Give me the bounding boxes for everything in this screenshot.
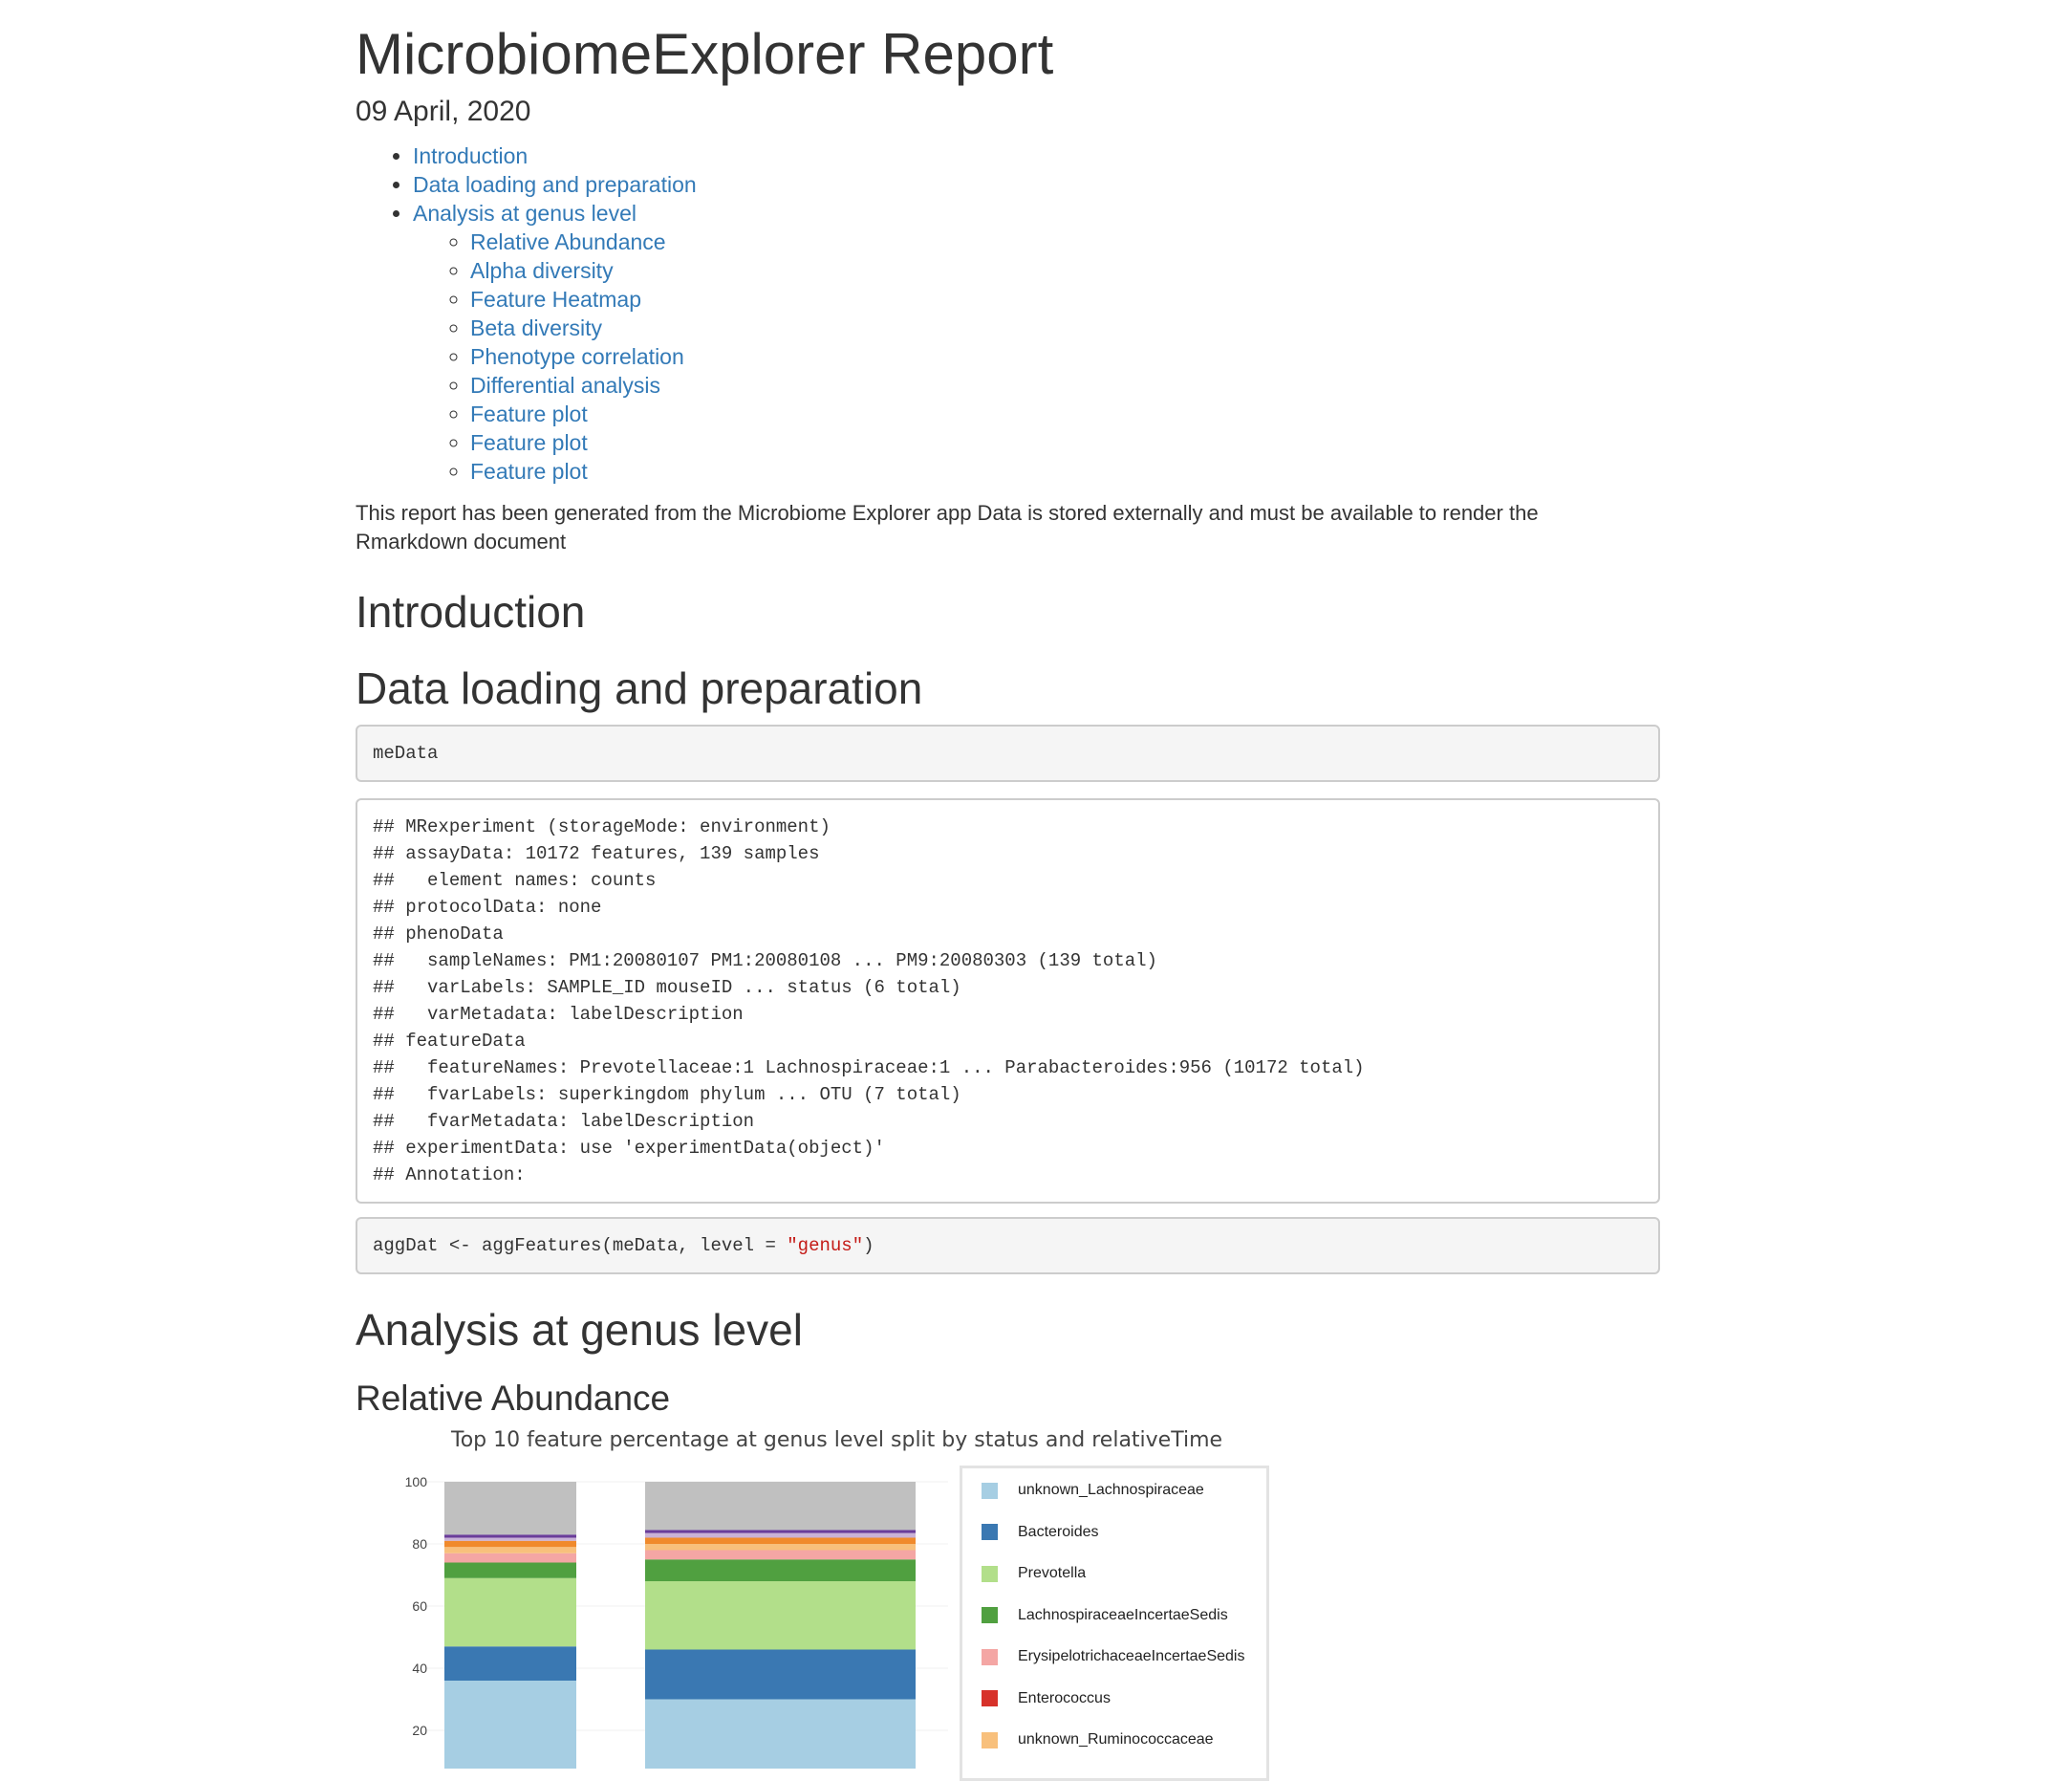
bar-segment-other1[interactable] xyxy=(444,1541,576,1548)
bar-segment-prevotella[interactable] xyxy=(645,1581,916,1650)
toc-subitem xyxy=(470,285,697,314)
toc-link-phenotype-correlation[interactable]: Phenotype correlation xyxy=(470,344,684,369)
toc-subitem xyxy=(470,371,697,400)
relative-abundance-chart[interactable] xyxy=(356,1463,948,1769)
output-line: ## fvarLabels: superkingdom phylum ... OTU (7 total) xyxy=(373,1084,961,1105)
legend-item[interactable] xyxy=(982,1648,1244,1665)
legend-item[interactable] xyxy=(982,1690,1111,1707)
bar-segment-unknown-lachnospiraceae[interactable] xyxy=(444,1681,576,1769)
legend-swatch xyxy=(982,1483,998,1499)
heading-data-loading: Data loading and preparation xyxy=(356,663,923,713)
bar-segment-unknown-ruminococcaceae[interactable] xyxy=(645,1544,916,1551)
bar-segment-other[interactable] xyxy=(645,1482,916,1530)
output-line: ## fvarMetadata: labelDescription xyxy=(373,1111,755,1132)
y-tick-label: 100 xyxy=(404,1474,427,1489)
toc-link-analysis[interactable]: Analysis at genus level xyxy=(413,201,637,226)
legend-label: unknown_Ruminococcaceae xyxy=(1018,1731,1214,1748)
y-tick-label: 80 xyxy=(412,1536,427,1552)
toc-subitem xyxy=(470,314,697,342)
toc-link-differential-analysis[interactable]: Differential analysis xyxy=(470,373,661,398)
bar-segment-bacteroides[interactable] xyxy=(444,1646,576,1681)
output-line: ## phenoData xyxy=(373,923,504,945)
output-line: ## assayData: 10172 features, 139 samples xyxy=(373,843,820,864)
legend-item[interactable] xyxy=(982,1524,1099,1541)
heading-introduction: Introduction xyxy=(356,587,586,637)
toc-link-beta-diversity[interactable]: Beta diversity xyxy=(470,315,603,340)
output-line: ## Annotation: xyxy=(373,1164,526,1185)
code-block-medata[interactable]: meData xyxy=(356,725,1660,782)
y-tick-label: 20 xyxy=(412,1723,427,1738)
legend-item[interactable] xyxy=(982,1731,1214,1748)
legend-swatch xyxy=(982,1649,998,1665)
legend-swatch xyxy=(982,1732,998,1748)
toc-item xyxy=(413,170,697,199)
output-line: ## element names: counts xyxy=(373,870,657,891)
toc-link-feature-plot-3[interactable]: Feature plot xyxy=(470,459,588,484)
toc-link-feature-plot-2[interactable]: Feature plot xyxy=(470,430,588,455)
heading-relative-abundance: Relative Abundance xyxy=(356,1379,671,1418)
output-line: ## featureData xyxy=(373,1031,526,1052)
toc-item xyxy=(413,199,697,486)
bar-segment-prevotella[interactable] xyxy=(444,1578,576,1647)
legend-item[interactable] xyxy=(982,1565,1086,1582)
toc-link-feature-plot-1[interactable]: Feature plot xyxy=(470,402,588,426)
code-text: aggDat <- aggFeatures(meData, level = xyxy=(373,1235,788,1256)
code-block-aggdat[interactable] xyxy=(356,1217,1660,1274)
table-of-contents xyxy=(356,141,697,486)
output-line: ## sampleNames: PM1:20080107 PM1:20080108 ... PM9:20080303 (139 total) xyxy=(373,950,1157,971)
bar-segment-bacteroides[interactable] xyxy=(645,1650,916,1700)
toc-item xyxy=(413,141,697,170)
legend-swatch xyxy=(982,1690,998,1706)
legend-item[interactable] xyxy=(982,1607,1228,1624)
y-tick-label: 40 xyxy=(412,1661,427,1676)
toc-subitem xyxy=(470,400,697,428)
bar-segment-erysipelotrichaceaeincertaesedis[interactable] xyxy=(645,1551,916,1560)
report-title: MicrobiomeExplorer Report xyxy=(356,22,1054,86)
bar-segment-other[interactable] xyxy=(444,1482,576,1534)
legend-swatch xyxy=(982,1524,998,1540)
legend-label: Prevotella xyxy=(1018,1565,1087,1581)
intro-paragraph: This report has been generated from the Microbiome Explorer app Data is stored externally and must be available to render the Rmarkdown document xyxy=(356,501,1539,554)
code-text: ) xyxy=(863,1235,874,1256)
toc-sublist xyxy=(413,228,697,486)
output-line: ## featureNames: Prevotellaceae:1 Lachnospiraceae:1 ... Parabacteroides:956 (10172 total) xyxy=(373,1057,1365,1078)
toc-link-feature-heatmap[interactable]: Feature Heatmap xyxy=(470,287,641,312)
toc-subitem xyxy=(470,428,697,457)
toc-subitem xyxy=(470,457,697,486)
legend-label: LachnospiraceaeIncertaeSedis xyxy=(1018,1606,1228,1623)
bar-segment-other3[interactable] xyxy=(645,1530,916,1532)
code-string: "genus" xyxy=(787,1235,864,1256)
bar-segment-other3[interactable] xyxy=(444,1534,576,1537)
legend-label: Enterococcus xyxy=(1018,1689,1111,1706)
chart-legend[interactable] xyxy=(960,1466,1269,1781)
legend-swatch xyxy=(982,1566,998,1582)
bar-segment-unknown-ruminococcaceae[interactable] xyxy=(444,1547,576,1553)
toc-link-introduction[interactable]: Introduction xyxy=(413,143,529,168)
chart-title: Top 10 feature percentage at genus level split by status and relativeTime xyxy=(451,1428,1223,1452)
legend-label: Bacteroides xyxy=(1018,1523,1099,1540)
toc-link-alpha-diversity[interactable]: Alpha diversity xyxy=(470,258,614,283)
output-line: ## experimentData: use 'experimentData(object)' xyxy=(373,1138,885,1159)
bar-segment-other1[interactable] xyxy=(645,1538,916,1545)
output-block[interactable] xyxy=(356,798,1660,1204)
output-line: ## varMetadata: labelDescription xyxy=(373,1004,744,1025)
output-line: ## MRexperiment (storageMode: environment) xyxy=(373,816,831,837)
bar-segment-other2[interactable] xyxy=(645,1533,916,1538)
legend-label: ErysipelotrichaceaeIncertaeSedis xyxy=(1018,1648,1245,1664)
bar-segment-lachnospiraceaeincertaesedis[interactable] xyxy=(645,1559,916,1581)
y-tick-label: 60 xyxy=(412,1598,427,1614)
output-line: ## protocolData: none xyxy=(373,897,602,918)
bar-segment-erysipelotrichaceaeincertaesedis[interactable] xyxy=(444,1553,576,1563)
legend-swatch xyxy=(982,1607,998,1623)
bar-segment-unknown-lachnospiraceae[interactable] xyxy=(645,1700,916,1770)
report-date: 09 April, 2020 xyxy=(356,96,531,127)
toc-subitem xyxy=(470,342,697,371)
toc-subitem xyxy=(470,228,697,256)
bar-segment-lachnospiraceaeincertaesedis[interactable] xyxy=(444,1563,576,1578)
bar-segment-other2[interactable] xyxy=(444,1538,576,1541)
heading-analysis: Analysis at genus level xyxy=(356,1305,803,1355)
legend-item[interactable] xyxy=(982,1482,1204,1499)
toc-subitem xyxy=(470,256,697,285)
output-line: ## varLabels: SAMPLE_ID mouseID ... status (6 total) xyxy=(373,977,961,998)
toc-link-data-loading[interactable]: Data loading and preparation xyxy=(413,172,697,197)
toc-link-relative-abundance[interactable]: Relative Abundance xyxy=(470,229,666,254)
legend-label: unknown_Lachnospiraceae xyxy=(1018,1482,1204,1498)
